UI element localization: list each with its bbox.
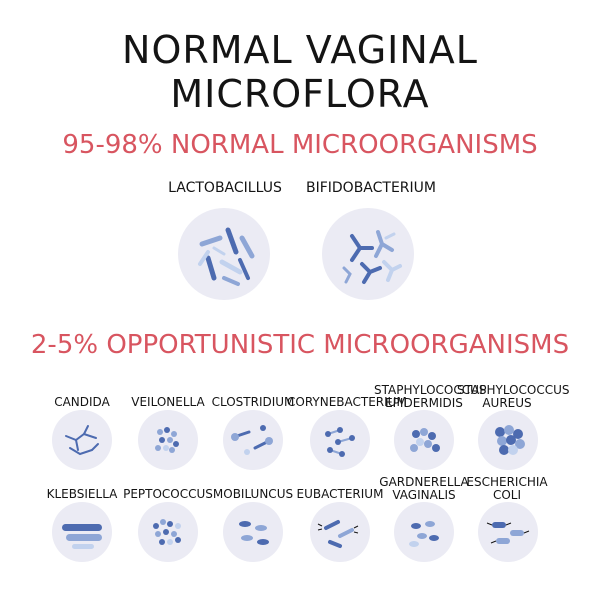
eubacterium-label: EUBACTERIUM	[296, 487, 384, 501]
mobiluncus-label: MOBILUNCUS	[212, 487, 294, 501]
veilonella-label: VEILONELLA	[131, 395, 205, 409]
corynebacterium-illustration	[310, 410, 370, 470]
corynebacterium-label: CORYNEBACTERIUM	[287, 395, 407, 409]
staphylococcus-epidermidis-illustration	[394, 410, 454, 470]
candida-label: CANDIDA	[54, 395, 110, 409]
gardnerella-vaginalis-label: GARDNERELLA VAGINALIS	[379, 475, 469, 502]
bifidobacterium-label: BIFIDOBACTERIUM	[305, 180, 436, 196]
staphylococcus-aureus-label: STAPHYLOCOCCUS AUREUS	[457, 383, 570, 410]
staphylococcus-epidermidis-label: STAPHYLOCOCCUS EPIDERMIDIS	[374, 383, 487, 410]
lactobacillus-label: LACTOBACILLUS	[168, 180, 282, 196]
normal-section-heading: 95-98% NORMAL MICROORGANISMS	[62, 130, 538, 160]
klebsiella-illustration	[52, 502, 112, 562]
candida-illustration	[52, 410, 112, 470]
escherichia-coli-label: ESCHERICHIA COLI	[466, 475, 548, 502]
veilonella-illustration	[138, 410, 198, 470]
staphylococcus-aureus-illustration	[478, 410, 538, 470]
page-title: NORMAL VAGINAL MICROFLORA	[122, 28, 478, 116]
clostridium-illustration	[223, 410, 283, 470]
clostridium-label: CLOSTRIDIUM	[211, 395, 295, 409]
bifidobacterium-illustration	[322, 208, 414, 300]
opportunistic-section-heading: 2-5% OPPORTUNISTIC MICROORGANISMS	[30, 330, 570, 360]
klebsiella-label: KLEBSIELLA	[46, 487, 118, 501]
peptococcus-label: PEPTOCOCCUS	[123, 487, 213, 501]
eubacterium-illustration	[310, 502, 370, 562]
peptococcus-illustration	[138, 502, 198, 562]
lactobacillus-illustration	[178, 208, 270, 300]
gardnerella-vaginalis-illustration	[394, 502, 454, 562]
escherichia-coli-illustration	[478, 502, 538, 562]
mobiluncus-illustration	[223, 502, 283, 562]
